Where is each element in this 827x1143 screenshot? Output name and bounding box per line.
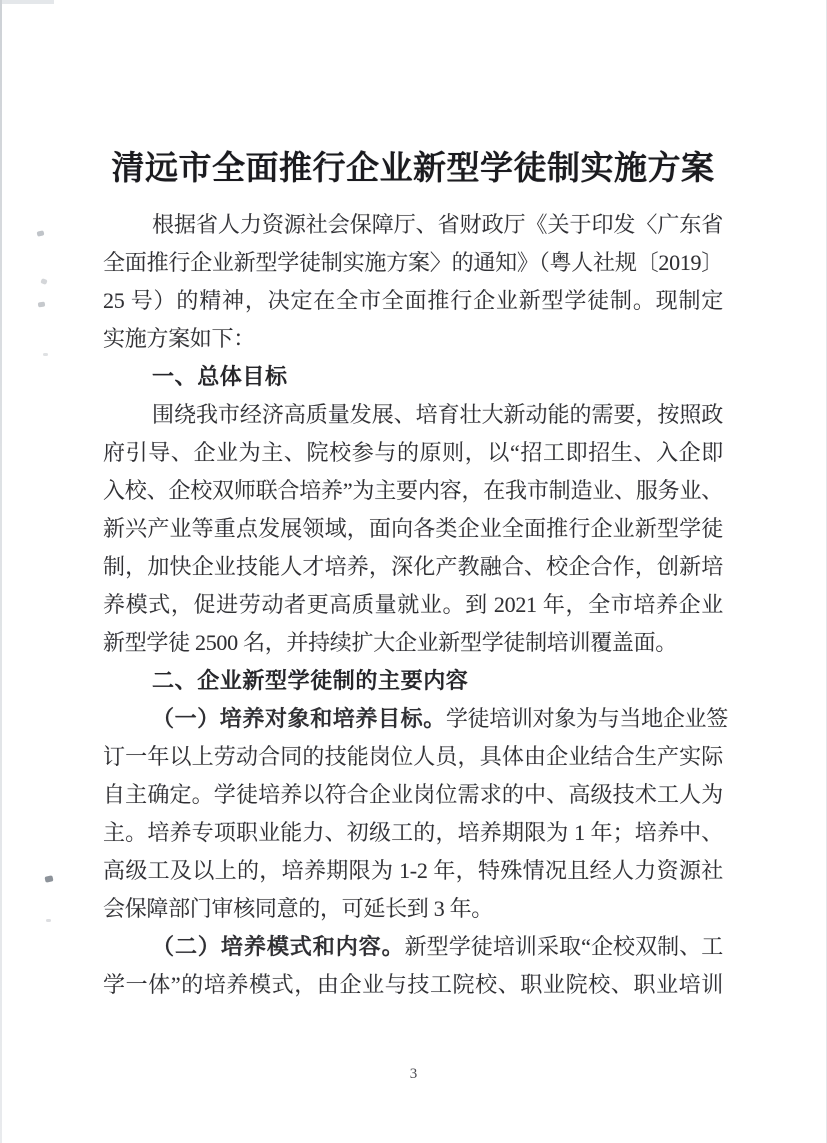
section-heading: [103, 358, 723, 396]
text-run: 制，加快企业技能人才培养，深化产教融合、校企合作，创新培: [103, 554, 723, 579]
text-run: 自主确定。学徒培养以符合企业岗位需求的中、高级技术工人为: [103, 782, 723, 807]
text-line: [103, 320, 723, 358]
text-run: 订一年以上劳动合同的技能岗位人员，具体由企业结合生产实际: [103, 744, 723, 769]
text-run: 25 号）的精神，决定在全市全面推行企业新型学徒制。现制定: [103, 288, 723, 313]
scan-edge-left: [0, 0, 2, 1143]
bold-lead-in: 一、总体目标: [152, 364, 288, 389]
text-run: 主。培养专项职业能力、初级工的，培养期限为 1 年；培养中、: [103, 820, 723, 845]
document-title: 清远市全面推行企业新型学徒制实施方案: [111, 151, 715, 187]
scan-speck: [40, 278, 47, 285]
text-run: 根据省人力资源社会保障厅、省财政厅《关于印发〈广东省: [152, 212, 723, 237]
text-run: 全面推行企业新型学徒制实施方案〉的通知》（粤人社规〔2019〕: [103, 250, 723, 275]
text-line: [103, 396, 723, 434]
text-run: 入校、企校双师联合培养”为主要内容，在我市制造业、服务业、: [103, 478, 723, 503]
text-line: [103, 700, 728, 738]
text-line: [103, 548, 723, 586]
text-line: [103, 282, 723, 320]
text-run: 学徒培训对象为与当地企业签: [445, 706, 728, 731]
text-line: [103, 928, 723, 966]
page-number: 3: [409, 1066, 418, 1082]
text-line: [103, 890, 723, 928]
document-content: [103, 146, 728, 1004]
text-line: [103, 472, 723, 510]
text-run: 围绕我市经济高质量发展、培育壮大新动能的需要，按照政: [152, 402, 723, 427]
text-run: 新型学徒培训采取“企校双制、工: [404, 934, 723, 959]
text-run: 高级工及以上的，培养期限为 1-2 年，特殊情况且经人力资源社: [103, 858, 723, 883]
text-line: [103, 510, 723, 548]
text-line: [103, 738, 723, 776]
scan-speck: [46, 919, 51, 922]
text-line: [103, 966, 723, 1004]
scan-corner-artifact: [2, 0, 54, 4]
text-line: [103, 244, 723, 282]
bold-lead-in: （一）培养对象和培养目标。: [152, 706, 446, 731]
document-body: [103, 206, 728, 1004]
text-run: 学一体”的培养模式，由企业与技工院校、职业院校、职业培训: [103, 972, 723, 997]
text-run: 新型学徒 2500 名，并持续扩大企业新型学徒制培训覆盖面。: [103, 630, 678, 655]
text-line: [103, 852, 723, 890]
text-line: [103, 206, 723, 244]
scan-speck: [36, 230, 44, 237]
text-run: 新兴产业等重点发展领域，面向各类企业全面推行企业新型学徒: [103, 516, 723, 541]
text-line: [103, 586, 723, 624]
bold-lead-in: 二、企业新型学徒制的主要内容: [152, 668, 469, 693]
text-run: 会保障部门审核同意的，可延长到 3 年。: [103, 896, 494, 921]
text-run: 养模式，促进劳动者更高质量就业。到 2021 年，全市培养企业: [103, 592, 723, 617]
text-line: [103, 814, 723, 852]
bold-lead-in: （二）培养模式和内容。: [152, 934, 405, 959]
text-line: [103, 776, 723, 814]
text-run: 府引导、企业为主、院校参与的原则，以“招工即招生、入企即: [103, 440, 723, 465]
section-heading: [103, 662, 723, 700]
text-line: [103, 434, 723, 472]
scan-speck: [38, 302, 46, 308]
scan-speck: [43, 353, 48, 356]
text-run: 实施方案如下：: [103, 326, 255, 351]
scan-speck: [44, 875, 53, 883]
text-line: [103, 624, 723, 662]
